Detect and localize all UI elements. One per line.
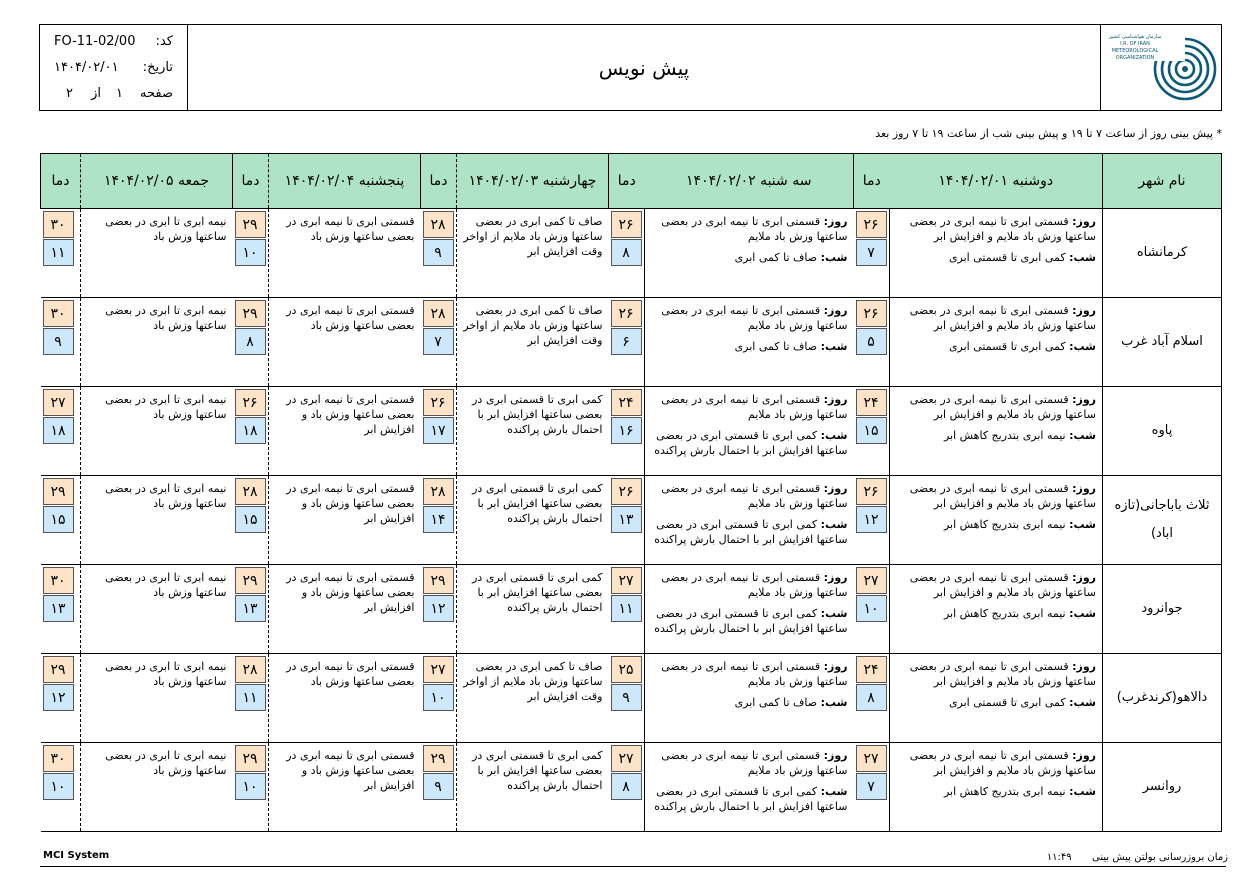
max-temp: ۲۶: [611, 300, 642, 327]
forecast-cell: [269, 298, 421, 387]
city-name: جوانرود: [1103, 565, 1222, 654]
min-temp: ۱۱: [235, 684, 266, 711]
forecast-cell: [890, 298, 1103, 387]
night-forecast: شب: کمی ابری تا قسمتی ابری در بعضی ساعتها افزایش ابر با احتمال بارش پراکنده: [654, 607, 848, 635]
temp-cell: [421, 743, 457, 832]
day-forecast: روز: قسمتی ابری تا نیمه ابری در بعضی ساعتها وزش باد ملایم: [661, 393, 848, 421]
city-name: اسلام آباد غرب: [1103, 298, 1222, 387]
max-temp: ۲۹: [423, 567, 454, 594]
max-temp: ۲۷: [611, 567, 642, 594]
max-temp: ۲۹: [43, 656, 74, 683]
temp-cell: [609, 387, 645, 476]
table-row: [41, 387, 1222, 476]
temp-header: دما: [233, 154, 269, 209]
max-temp: ۲۶: [856, 211, 887, 238]
temp-header: دما: [609, 154, 645, 209]
forecast-cell: [890, 743, 1103, 832]
temp-cell: [854, 476, 890, 565]
temp-cell: [41, 209, 81, 298]
forecast-text: صاف تا کمی ابری در بعضی ساعتها وزش باد ملایم از اواخر وقت افزایش ابر: [463, 304, 603, 347]
svg-text:سازمان هواشناسی کشور: سازمان هواشناسی کشور: [1108, 34, 1162, 40]
forecast-text: نیمه ابری تا ابری در بعضی ساعتها وزش باد: [105, 749, 227, 777]
temp-cell: [233, 298, 269, 387]
max-temp: ۲۶: [856, 478, 887, 505]
night-forecast: شب: نیمه ابری بتدریج کاهش ابر: [943, 607, 1096, 620]
day-forecast: روز: قسمتی ابری تا نیمه ابری در بعضی ساعتها وزش باد ملایم: [661, 215, 848, 243]
min-temp: ۸: [611, 239, 642, 266]
max-temp: ۲۴: [856, 656, 887, 683]
temp-cell: [854, 654, 890, 743]
min-temp: ۶: [611, 328, 642, 355]
temp-cell: [233, 654, 269, 743]
night-forecast: شب: کمی ابری تا قسمتی ابری: [948, 340, 1096, 353]
day-forecast: روز: قسمتی ابری تا نیمه ابری در بعضی ساعتها وزش باد ملایم و افزایش ابر: [909, 304, 1096, 332]
svg-text:ORGANIZATION: ORGANIZATION: [1115, 55, 1155, 61]
forecast-cell: [269, 476, 421, 565]
min-temp: ۱۱: [611, 595, 642, 622]
day-forecast: روز: قسمتی ابری تا نیمه ابری در بعضی ساعتها وزش باد ملایم: [661, 571, 848, 599]
night-forecast: شب: نیمه ابری بتدریج کاهش ابر: [943, 429, 1096, 442]
code-row: [40, 34, 187, 54]
temp-cell: [41, 654, 81, 743]
max-temp: ۲۶: [611, 211, 642, 238]
min-temp: ۹: [423, 239, 454, 266]
temp-header: دما: [854, 154, 890, 209]
forecast-cell: [457, 476, 609, 565]
min-temp: ۱۵: [235, 506, 266, 533]
day-forecast: روز: قسمتی ابری تا نیمه ابری در بعضی ساعتها وزش باد ملایم و افزایش ابر: [909, 393, 1096, 421]
forecast-cell: [81, 298, 233, 387]
forecast-table: [40, 153, 1222, 832]
night-forecast: شب: صاف تا کمی ابری: [734, 696, 848, 709]
temp-cell: [233, 387, 269, 476]
city-name: دالاهو(کرندغرب): [1103, 654, 1222, 743]
forecast-cell: [81, 565, 233, 654]
forecast-cell: [81, 743, 233, 832]
day-header-3: چهارشنبه ۱۴۰۴/۰۲/۰۳: [457, 154, 609, 209]
city-header: نام شهر: [1103, 154, 1222, 209]
max-temp: ۲۹: [235, 745, 266, 772]
table-row: [41, 298, 1222, 387]
forecast-cell: [645, 476, 854, 565]
code-label: کد:: [155, 34, 173, 49]
temp-cell: [609, 298, 645, 387]
forecast-text: نیمه ابری تا ابری در بعضی ساعتها وزش باد: [105, 571, 227, 599]
forecast-cell: [890, 387, 1103, 476]
max-temp: ۲۹: [43, 478, 74, 505]
day-forecast: روز: قسمتی ابری تا نیمه ابری در بعضی ساعتها وزش باد ملایم و افزایش ابر: [909, 482, 1096, 510]
update-time-label: زمان بروزرسانی بولتن پیش بینی: [1092, 852, 1228, 863]
max-temp: ۲۶: [423, 389, 454, 416]
day-forecast: روز: قسمتی ابری تا نیمه ابری در بعضی ساعتها وزش باد ملایم: [661, 749, 848, 777]
page-of: از: [91, 86, 101, 101]
forecast-cell: [645, 209, 854, 298]
min-temp: ۱۸: [43, 417, 74, 444]
page-label: صفحه: [140, 86, 173, 101]
temp-cell: [421, 565, 457, 654]
city-name: روانسر: [1103, 743, 1222, 832]
day-forecast: روز: قسمتی ابری تا نیمه ابری در بعضی ساعتها وزش باد ملایم: [661, 304, 848, 332]
footer-divider: [40, 866, 1226, 867]
max-temp: ۲۴: [611, 389, 642, 416]
day-forecast: روز: قسمتی ابری تا نیمه ابری در بعضی ساعتها وزش باد ملایم و افزایش ابر: [909, 215, 1096, 243]
max-temp: ۲۶: [611, 478, 642, 505]
temp-cell: [609, 209, 645, 298]
page-title: پیش نویس: [598, 55, 690, 80]
night-forecast: شب: نیمه ابری بتدریج کاهش ابر: [943, 518, 1096, 531]
temp-cell: [421, 298, 457, 387]
min-temp: ۱۵: [856, 417, 887, 444]
temp-cell: [41, 387, 81, 476]
forecast-text: قسمتی ابری تا نیمه ابری در بعضی ساعتها وزش باد: [286, 304, 415, 332]
temp-cell: [233, 743, 269, 832]
forecast-cell: [457, 387, 609, 476]
temp-header: دما: [421, 154, 457, 209]
min-temp: ۸: [235, 328, 266, 355]
temp-cell: [854, 387, 890, 476]
forecast-text: قسمتی ابری تا نیمه ابری در بعضی ساعتها وزش باد و افزایش ابر: [286, 393, 415, 436]
temp-cell: [421, 476, 457, 565]
forecast-text: قسمتی ابری تا نیمه ابری در بعضی ساعتها وزش باد: [286, 660, 415, 688]
forecast-text: کمی ابری تا قسمتی ابری در بعضی ساعتها افزایش ابر با احتمال بارش پراکنده: [472, 571, 603, 614]
forecast-cell: [890, 565, 1103, 654]
table-row: [41, 654, 1222, 743]
forecast-cell: [645, 298, 854, 387]
forecast-text: کمی ابری تا قسمتی ابری در بعضی ساعتها افزایش ابر با احتمال بارش پراکنده: [472, 482, 603, 525]
min-temp: ۱۴: [423, 506, 454, 533]
forecast-cell: [457, 743, 609, 832]
table-row: [41, 743, 1222, 832]
max-temp: ۲۹: [423, 745, 454, 772]
forecast-text: نیمه ابری تا ابری در بعضی ساعتها وزش باد: [105, 215, 227, 243]
forecast-cell: [890, 209, 1103, 298]
max-temp: ۲۹: [235, 567, 266, 594]
max-temp: ۲۹: [235, 211, 266, 238]
min-temp: ۱۲: [423, 595, 454, 622]
forecast-cell: [645, 654, 854, 743]
temp-cell: [233, 209, 269, 298]
forecast-cell: [890, 654, 1103, 743]
min-temp: ۱۳: [235, 595, 266, 622]
forecast-cell: [457, 298, 609, 387]
max-temp: ۳۰: [43, 300, 74, 327]
table-row: [41, 565, 1222, 654]
temp-cell: [233, 565, 269, 654]
min-temp: ۹: [423, 773, 454, 800]
night-forecast: شب: کمی ابری تا قسمتی ابری در بعضی ساعتها افزایش ابر با احتمال بارش پراکنده: [654, 785, 848, 813]
min-temp: ۱۰: [423, 684, 454, 711]
min-temp: ۱۳: [611, 506, 642, 533]
forecast-cell: [269, 209, 421, 298]
page-total: ۲: [66, 86, 73, 101]
date-value: ۱۴۰۴/۰۲/۰۱: [54, 60, 119, 75]
forecast-cell: [81, 476, 233, 565]
day-header-4: پنجشنبه ۱۴۰۴/۰۲/۰۴: [269, 154, 421, 209]
city-name: ثلاث باباجانی(تازه اباد): [1103, 476, 1222, 565]
min-temp: ۱۸: [235, 417, 266, 444]
table-header-row: [41, 154, 1222, 209]
document-header: [39, 24, 1222, 111]
min-temp: ۹: [611, 684, 642, 711]
page-number: ۱: [116, 86, 123, 101]
max-temp: ۲۸: [423, 211, 454, 238]
update-time-value: ۱۱:۴۹: [1046, 852, 1072, 863]
svg-text:METEOROLOGICAL: METEOROLOGICAL: [1111, 48, 1159, 54]
temp-cell: [609, 743, 645, 832]
forecast-text: نیمه ابری تا ابری در بعضی ساعتها وزش باد: [105, 660, 227, 688]
min-temp: ۷: [423, 328, 454, 355]
max-temp: ۲۸: [423, 300, 454, 327]
min-temp: ۱۰: [43, 773, 74, 800]
day-header-2: سه شنبه ۱۴۰۴/۰۲/۰۲: [645, 154, 854, 209]
forecast-text: کمی ابری تا قسمتی ابری در بعضی ساعتها افزایش ابر با احتمال بارش پراکنده: [472, 749, 603, 792]
min-temp: ۱۳: [43, 595, 74, 622]
min-temp: ۱۲: [856, 506, 887, 533]
min-temp: ۸: [611, 773, 642, 800]
max-temp: ۲۷: [611, 745, 642, 772]
temp-cell: [609, 476, 645, 565]
max-temp: ۲۸: [235, 656, 266, 683]
forecast-text: قسمتی ابری تا نیمه ابری در بعضی ساعتها وزش باد و افزایش ابر: [286, 571, 415, 614]
table-row: [41, 209, 1222, 298]
min-temp: ۱۶: [611, 417, 642, 444]
max-temp: ۲۸: [423, 478, 454, 505]
forecast-cell: [457, 565, 609, 654]
day-forecast: روز: قسمتی ابری تا نیمه ابری در بعضی ساعتها وزش باد ملایم و افزایش ابر: [909, 749, 1096, 777]
meteorological-organization-logo-icon: [1101, 25, 1221, 110]
system-name: MCI System: [43, 850, 110, 861]
night-forecast: شب: صاف تا کمی ابری: [734, 340, 848, 353]
forecast-text: صاف تا کمی ابری در بعضی ساعتها وزش باد ملایم از اواخر وقت افزایش ابر: [463, 660, 603, 703]
forecast-cell: [81, 654, 233, 743]
forecast-cell: [645, 743, 854, 832]
temp-cell: [41, 298, 81, 387]
night-forecast: شب: صاف تا کمی ابری: [734, 251, 848, 264]
logo: [1100, 25, 1221, 110]
min-temp: ۱۰: [235, 239, 266, 266]
max-temp: ۳۰: [43, 745, 74, 772]
min-temp: ۱۲: [43, 684, 74, 711]
forecast-cell: [269, 565, 421, 654]
forecast-cell: [645, 565, 854, 654]
forecast-cell: [81, 209, 233, 298]
forecast-time-note: * پیش بینی روز از ساعت ۷ تا ۱۹ و پیش بینی شب از ساعت ۱۹ تا ۷ روز بعد: [875, 127, 1222, 140]
forecast-text: قسمتی ابری تا نیمه ابری در بعضی ساعتها وزش باد و افزایش ابر: [286, 749, 415, 792]
forecast-text: کمی ابری تا قسمتی ابری در بعضی ساعتها افزایش ابر با احتمال بارش پراکنده: [472, 393, 603, 436]
day-forecast: روز: قسمتی ابری تا نیمه ابری در بعضی ساعتها وزش باد ملایم و افزایش ابر: [909, 571, 1096, 599]
temp-cell: [421, 654, 457, 743]
temp-cell: [854, 209, 890, 298]
max-temp: ۳۰: [43, 211, 74, 238]
max-temp: ۲۹: [235, 300, 266, 327]
min-temp: ۱۵: [43, 506, 74, 533]
max-temp: ۳۰: [43, 567, 74, 594]
forecast-cell: [645, 387, 854, 476]
night-forecast: شب: کمی ابری تا قسمتی ابری در بعضی ساعتها افزایش ابر با احتمال بارش پراکنده: [654, 518, 848, 546]
day-forecast: روز: قسمتی ابری تا نیمه ابری در بعضی ساعتها وزش باد ملایم: [661, 482, 848, 510]
svg-text:I.R. OF IRAN: I.R. OF IRAN: [1120, 41, 1150, 47]
day-forecast: روز: قسمتی ابری تا نیمه ابری در بعضی ساعتها وزش باد ملایم و افزایش ابر: [909, 660, 1096, 688]
day-forecast: روز: قسمتی ابری تا نیمه ابری در بعضی ساعتها وزش باد ملایم: [661, 660, 848, 688]
city-name: کرمانشاه: [1103, 209, 1222, 298]
temp-cell: [41, 565, 81, 654]
max-temp: ۲۷: [856, 745, 887, 772]
temp-cell: [41, 476, 81, 565]
update-time: [1047, 852, 1228, 863]
form-meta: [40, 25, 188, 110]
max-temp: ۲۸: [235, 478, 266, 505]
forecast-cell: [457, 209, 609, 298]
city-name: پاوه: [1103, 387, 1222, 476]
forecast-text: قسمتی ابری تا نیمه ابری در بعضی ساعتها وزش باد و افزایش ابر: [286, 482, 415, 525]
temp-cell: [854, 298, 890, 387]
temp-cell: [41, 743, 81, 832]
temp-cell: [421, 209, 457, 298]
max-temp: ۲۶: [235, 389, 266, 416]
code-value: FO-11-02/00: [54, 34, 136, 49]
forecast-text: نیمه ابری تا ابری در بعضی ساعتها وزش باد: [105, 304, 227, 332]
min-temp: ۷: [856, 773, 887, 800]
min-temp: ۷: [856, 239, 887, 266]
min-temp: ۱۰: [235, 773, 266, 800]
max-temp: ۲۷: [423, 656, 454, 683]
min-temp: ۱۰: [856, 595, 887, 622]
night-forecast: شب: کمی ابری تا قسمتی ابری: [948, 696, 1096, 709]
temp-cell: [609, 654, 645, 743]
max-temp: ۲۴: [856, 389, 887, 416]
table-row: [41, 476, 1222, 565]
forecast-cell: [269, 654, 421, 743]
night-forecast: شب: نیمه ابری بتدریج کاهش ابر: [943, 785, 1096, 798]
day-header-5: جمعه ۱۴۰۴/۰۲/۰۵: [81, 154, 233, 209]
forecast-text: صاف تا کمی ابری در بعضی ساعتها وزش باد ملایم از اواخر وقت افزایش ابر: [463, 215, 603, 258]
temp-cell: [609, 565, 645, 654]
temp-header: دما: [41, 154, 81, 209]
day-header-1: دوشنبه ۱۴۰۴/۰۲/۰۱: [890, 154, 1103, 209]
min-temp: ۱۷: [423, 417, 454, 444]
forecast-cell: [269, 743, 421, 832]
forecast-cell: [457, 654, 609, 743]
forecast-text: نیمه ابری تا ابری در بعضی ساعتها وزش باد: [105, 482, 227, 510]
night-forecast: شب: کمی ابری تا قسمتی ابری در بعضی ساعتها افزایش ابر با احتمال بارش پراکنده: [654, 429, 848, 457]
date-row: [40, 60, 187, 80]
date-label: تاریخ:: [142, 60, 173, 75]
forecast-cell: [890, 476, 1103, 565]
min-temp: ۸: [856, 684, 887, 711]
min-temp: ۱۱: [43, 239, 74, 266]
temp-cell: [854, 565, 890, 654]
forecast-cell: [269, 387, 421, 476]
min-temp: ۵: [856, 328, 887, 355]
temp-cell: [233, 476, 269, 565]
temp-cell: [421, 387, 457, 476]
forecast-cell: [81, 387, 233, 476]
max-temp: ۲۷: [856, 567, 887, 594]
forecast-text: قسمتی ابری تا نیمه ابری در بعضی ساعتها وزش باد: [286, 215, 415, 243]
night-forecast: شب: کمی ابری تا قسمتی ابری: [948, 251, 1096, 264]
max-temp: ۲۷: [43, 389, 74, 416]
min-temp: ۹: [43, 328, 74, 355]
page-row: [40, 86, 187, 106]
max-temp: ۲۵: [611, 656, 642, 683]
temp-cell: [854, 743, 890, 832]
forecast-text: نیمه ابری تا ابری در بعضی ساعتها وزش باد: [105, 393, 227, 421]
max-temp: ۲۶: [856, 300, 887, 327]
